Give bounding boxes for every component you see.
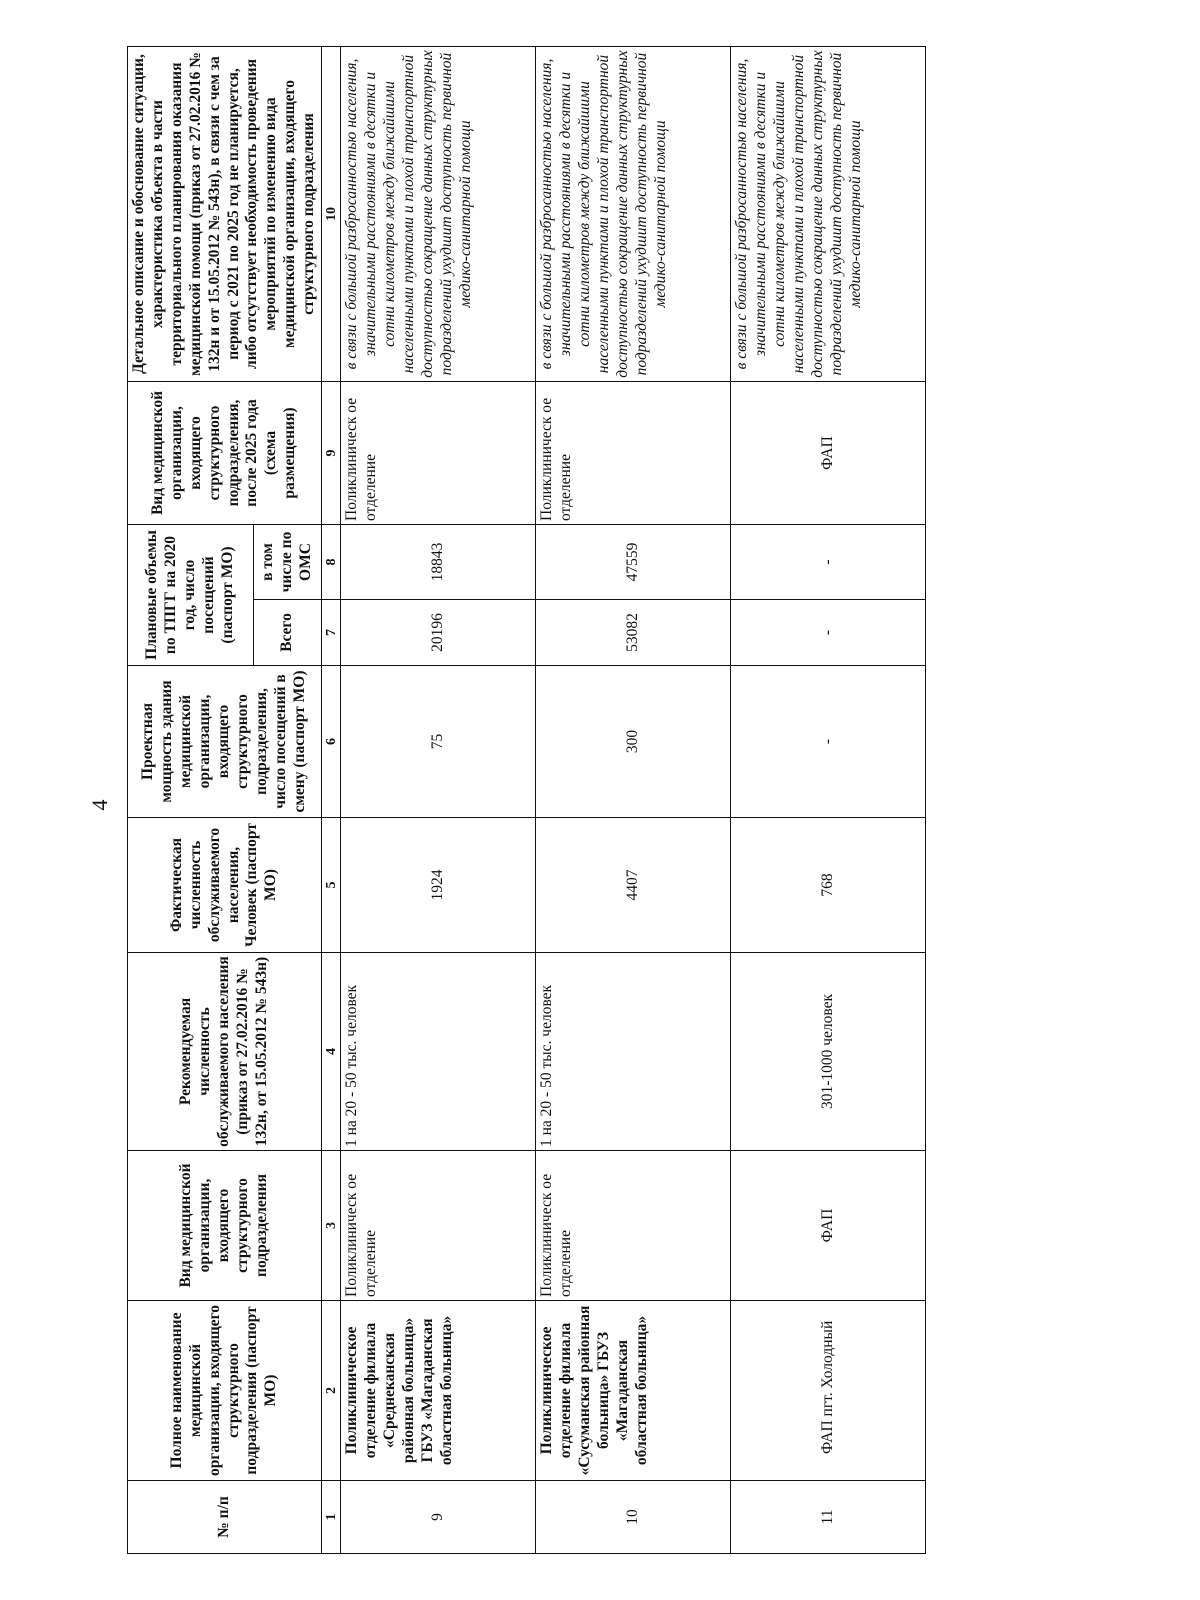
actual-population: 1924: [341, 818, 536, 953]
header-recommended-population: Рекомендуемая численность обслуживаемого населения (приказ от 27.02.2016 № 132н, от 15.05.2012 № 543н): [128, 953, 322, 1151]
health-facilities-table: [127, 46, 926, 1554]
actual-population: 4407: [536, 818, 731, 953]
col-number-7: 7: [322, 600, 341, 666]
design-capacity: 75: [341, 666, 536, 818]
org-type-after-2025: ФАП: [731, 382, 926, 525]
table-row: [341, 47, 536, 1554]
table-row: [731, 47, 926, 1554]
col-number-5: 5: [322, 818, 341, 953]
row-number: 11: [731, 1481, 926, 1554]
page-number: 4: [87, 799, 112, 811]
org-type-after-2025: Поликлиническ ое отделение: [341, 382, 536, 525]
planned-oms: -: [731, 525, 926, 600]
description: в связи с большой разбросанностью населения, значительными расстояниями в десятки и сотни километров между ближайшими населенными пунктами и плохой транспортной доступностью сокращение данных структурных подразделений ухудшит доступность первичной медико-санитарной помощи: [731, 47, 926, 382]
col-number-1: 1: [322, 1481, 341, 1554]
actual-population: 768: [731, 818, 926, 953]
description: в связи с большой разбросанностью населения, значительными расстояниями в десятки и сотни километров между ближайшими населенными пунктами и плохой транспортной доступностью сокращение данных структурных подразделений ухудшит доступность первичной медико-санитарной помощи: [341, 47, 536, 382]
header-actual-population: Фактическая численность обслуживаемого населения, Человек (паспорт МО): [128, 818, 322, 953]
header-full-name: Полное наименование медицинской организации, входящего структурного подразделения (паспорт МО): [128, 1301, 322, 1481]
org-type: ФАП: [731, 1151, 926, 1301]
planned-oms: 47559: [536, 525, 731, 600]
header-total: Всего: [254, 600, 322, 666]
planned-oms: 18843: [341, 525, 536, 600]
header-org-type: Вид медицинской организации, входящего структурного подразделения: [128, 1151, 322, 1301]
design-capacity: 300: [536, 666, 731, 818]
org-type: Поликлиническ ое отделение: [341, 1151, 536, 1301]
row-number: 10: [536, 1481, 731, 1554]
description: в связи с большой разбросанностью населения, значительными расстояниями в десятки и сотни километров между ближайшими населенными пунктами и плохой транспортной доступностью сокращение данных структурных подразделений ухудшит доступность первичной медико-санитарной помощи: [536, 47, 731, 382]
row-number: 9: [341, 1481, 536, 1554]
col-number-4: 4: [322, 953, 341, 1151]
col-number-2: 2: [322, 1301, 341, 1481]
header-org-type-after-2025: Вид медицинской организации, входящего структурного подразделения, после 2025 года (схема размещения): [128, 382, 322, 525]
header-description: Детальное описание и обоснование ситуации, характеристика объекта в части территориального планирования оказания медицинской помощи (приказ от 27.02.2016 № 132н и от 15.05.2012 № 543н), в связи с чем за период с 2021 по 2025 год не планируется, либо отсутствует необходимость проведения мероприятий по изменению вида медицинской организации, входящего структурного подразделения: [128, 47, 322, 382]
recommended-population: 301-1000 человек: [731, 953, 926, 1151]
col-number-6: 6: [322, 666, 341, 818]
header-design-capacity: Проектная мощность здания медицинской организации, входящего структурного подразделения, число посещений в смену (паспорт МО): [128, 666, 322, 818]
org-name: ФАП пгт. Холодный: [731, 1301, 926, 1481]
planned-total: -: [731, 600, 926, 666]
col-number-3: 3: [322, 1151, 341, 1301]
planned-total: 20196: [341, 600, 536, 666]
col-number-10: 10: [322, 47, 341, 382]
org-type: Поликлиническ ое отделение: [536, 1151, 731, 1301]
table-frame: [127, 47, 1200, 1554]
planned-total: 53082: [536, 600, 731, 666]
org-name: Поликлиническое отделение филиала «Сусуманская районная больница» ГБУЗ «Магаданская областная больница»: [536, 1301, 731, 1481]
header-planned-volumes: Плановые объемы по ТПГГ на 2020 год, число посещений (паспорт МО): [128, 525, 254, 666]
header-oms: в том числе по ОМС: [254, 525, 322, 600]
col-number-9: 9: [322, 382, 341, 525]
col-number-8: 8: [322, 525, 341, 600]
recommended-population: 1 на 20 - 50 тыс. человек: [341, 953, 536, 1151]
recommended-population: 1 на 20 - 50 тыс. человек: [536, 953, 731, 1151]
table-row: [536, 47, 731, 1554]
org-name: Поликлиническое отделение филиала «Среднеканская районная больница» ГБУЗ «Магаданская областная больница»: [341, 1301, 536, 1481]
header-number: № п/п: [128, 1481, 322, 1554]
org-type-after-2025: Поликлиническ ое отделение: [536, 382, 731, 525]
design-capacity: -: [731, 666, 926, 818]
